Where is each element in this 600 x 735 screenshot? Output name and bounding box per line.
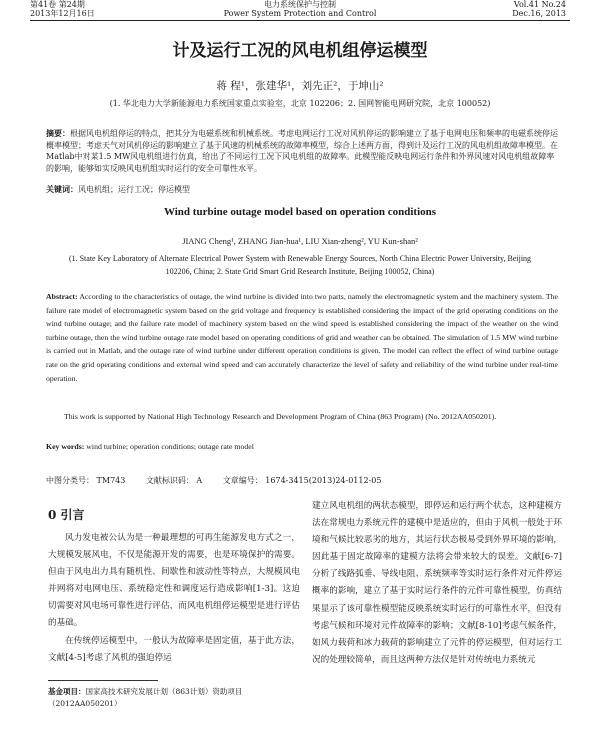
en-authors: JIANG Cheng¹, ZHANG Jian-hua¹, LIU Xian-zheng², YU Kun-shan²	[182, 236, 418, 246]
author-list: 蒋 程¹，张建华¹，刘先正²，于坤山²	[216, 80, 384, 92]
cn-abstract-label: 摘要：	[46, 128, 70, 138]
clc-number: 中图分类号： TM743	[46, 476, 126, 485]
classification-line	[46, 475, 558, 486]
en-keywords-text: wind turbine; operation conditions; outage rate model	[86, 442, 254, 451]
document-code: 文献标识码： A	[145, 476, 203, 485]
en-abstract	[46, 290, 558, 385]
en-affiliation: (1. State Key Laboratory of Alternate Electrical Power System with Renewable Energy Sources, North China Electric Power University, Beijing 102206, China; 2. State Grid Smart Grid Research Institute, Beijing 100052, China)	[68, 254, 532, 276]
header-rule	[30, 20, 570, 21]
footnote	[48, 686, 300, 710]
paper-title: 计及运行工况的风电机组停运模型	[172, 41, 428, 61]
en-abstract-text: According to the characteristics of outage, the wind turbine is divided into two parts, namely the electromagnetic system and the machinery system. The failure rate model of electromagnetic system based on the grid voltage and frequency is established considering the impact of the grid operating conditions on the wind turbine outage; and the failure rate model of machinery system based on the wind speed is established considering the impact of the weather on the wind turbine outage, then the wind turbine outage rate model based on operating conditions of grid and weather can be obtained. The simulation of 1.5 MW wind turbine is carried out in Matlab, and the outage rate of wind turbine under different operation conditions is given. The model can reflect the effect of wind turbine outage rate on the grid operating conditions and external wind speed and can accurately characterize the level of safety and reliability of the wind turbine under real-time operation.	[46, 292, 558, 383]
en-title: Wind turbine outage model based on operation conditions	[163, 206, 437, 218]
running-header	[0, 0, 600, 20]
paragraph: 建立风电机组的两状态模型，即停运和运行两个状态，这种建模方法在常规电力系统元件的建模中是适应的，但由于风机一般处于环境和气候比较恶劣的地方，其运行状态极易受到外界环境的影响，因此基于固定故障率的建模方法将会带来较大的误差。文献[6-7]分析了线路弧垂、导线电阻、系统频率等实时运行条件对元件停运概率的影响，建立了基于实时运行条件的元件可靠性模型，仿真结果显示了该可靠性模型能反映系统实时运行的可靠性水平，但没有考虑气候和环境对元件故障率的影响；文献[8-10]考虑气候条件，如风力载荷和冰力载荷的影响建立了元件的停运模型，但对运行工况的处理较简单，而且这两种方法仅是针对传统电力系统元	[312, 501, 562, 665]
footnote-rule	[48, 680, 158, 681]
cn-keywords-text: 风电机组；运行工况；停运模型	[78, 185, 190, 194]
affiliation: (1. 华北电力大学新能源电力系统国家重点实验室，北京 102206；2. 国网智能电网研究院，北京 100052)	[109, 99, 491, 108]
en-abstract-label: Abstract:	[46, 292, 78, 301]
header-issue: Vol.41 No.24 Dec.16, 2013	[512, 0, 566, 18]
article-number: 文章编号： 1674-3415(2013)24-0112-05	[222, 476, 382, 485]
cn-abstract-text: 根据风电机组停运的特点，把其分为电磁系统和机械系统。考虑电网运行工况对风机停运的影响建立了基于电网电压和频率的电磁系统停运概率模型；考虑天气对风机停运的影响建立了基于风速的机械系统的故障率模型，综合上述两方面，得到计及运行工况的风电机组故障率模型。在Matlab中对某1.5 MW风电机组进行仿真，给出了不同运行工况下风电机组的故障率。此模型能反映电网运行条件和外界风速对风电机组故障率的影响，能够如实反映风电机组实时运行的安全可靠性水平。	[46, 129, 558, 173]
cn-keywords	[46, 184, 558, 195]
cn-abstract	[46, 128, 558, 174]
en-support: This work is supported by National High Technology Research and Development Program of China (863 Program) (No. 2012AA050201).	[64, 412, 497, 421]
body-column-right	[312, 498, 562, 669]
en-keywords	[46, 442, 558, 451]
footnote-text: 国家高技术研究发展计划（863计划）资助项目（2012AA050201）	[48, 687, 243, 708]
body-column-left	[48, 498, 300, 667]
cn-keywords-label: 关键词：	[46, 184, 78, 194]
header-volume: 第41卷 第24期 2013年12月16日	[30, 0, 95, 18]
en-keywords-label: Key words:	[46, 442, 85, 451]
paragraph: 在传统停运模型中，一般认为故障率是固定值，基于此方法，文献[4-5]考虑了风机的强迫停运	[48, 635, 300, 663]
footnote-label: 基金项目：	[48, 687, 86, 696]
paragraph: 风力发电被公认为是一种最理想的可再生能源发电方式之一，大规模发展风电，不仅是能源开发的需要，也是环境保护的需要。但由于风电出力具有随机性、间歇性和波动性等特点，大规模风电并网将对电网电压、系统稳定性和调度运行造成影响[1-3]。这迫切需要对风电场可靠性进行评估，而风电机组停运模型是进行评估的基础。	[48, 533, 300, 629]
section-heading: 0 引言	[48, 508, 85, 522]
header-journal: 电力系统保护与控制 Power System Protection and Control	[223, 0, 377, 18]
